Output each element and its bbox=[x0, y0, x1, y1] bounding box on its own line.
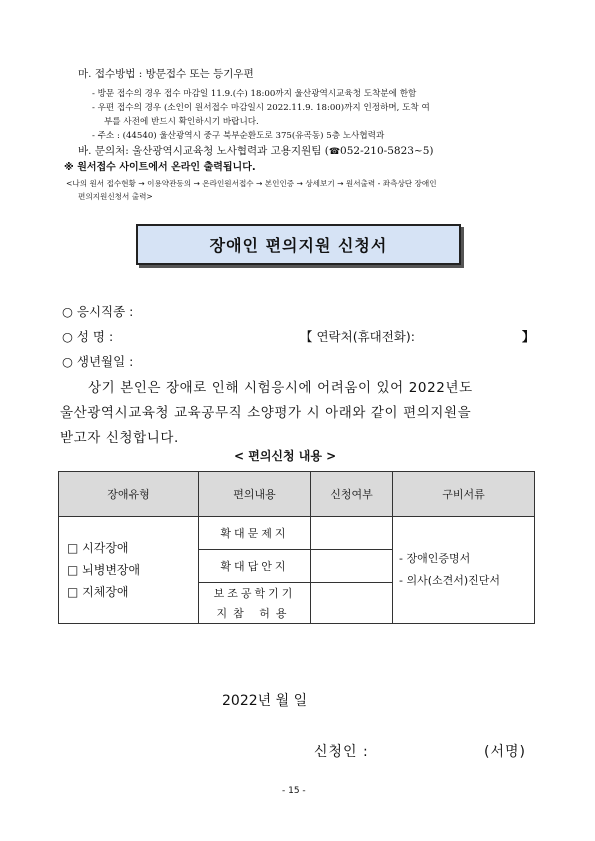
method-line: 마. 접수방법 : 방문접수 또는 등기우편 bbox=[78, 68, 254, 80]
request-table bbox=[58, 471, 535, 624]
page-number: - 15 - bbox=[282, 786, 306, 796]
statement-line2: 울산광역시교육청 교육공무직 소양평가 시 아래와 같이 편의지원을 bbox=[60, 405, 472, 421]
applicant-label: 신청인 : bbox=[314, 744, 369, 760]
signature-label: (서명) bbox=[484, 744, 526, 760]
disability-type-cell bbox=[59, 517, 199, 624]
address-bullet: - 주소 : (44540) 울산광역시 중구 북부순환도로 375(유곡동) 5층 노사협력과 bbox=[92, 131, 385, 141]
field-job-type: ○ 응시직종 : bbox=[62, 304, 134, 319]
apply-large-print-exam[interactable] bbox=[311, 517, 393, 550]
online-notice: ※ 원서접수 사이트에서 온라인 출력됩니다. bbox=[64, 162, 256, 173]
print-path-line1: <나의 원서 접수현황 → 이용약관동의 → 온라인원서접수 → 본인인증 → 상세보기 → 원서출력 - 좌측상단 장애인 bbox=[66, 179, 437, 188]
contact-line bbox=[78, 143, 434, 158]
type-physical[interactable]: □ 지체장애 bbox=[67, 585, 129, 599]
item-large-print-exam: 확대문제지 bbox=[199, 517, 311, 550]
date-line: 2022년 월 일 bbox=[222, 693, 308, 709]
contact-phone: 052-210-5823~5) bbox=[340, 145, 434, 157]
statement-line1: 상기 본인은 장애로 인해 시험응시에 어려움이 있어 2022년도 bbox=[88, 380, 473, 396]
header-documents: 구비서류 bbox=[393, 472, 535, 517]
contact-label: 바. 문의처: 울산광역시교육청 노사협력과 고용지원팀 ( bbox=[78, 145, 329, 157]
header-disability-type: 장애유형 bbox=[59, 472, 199, 517]
item-carry-allowed: 지참 허용 bbox=[199, 603, 311, 624]
doc-disability-certificate: - 장애인증명서 bbox=[399, 552, 471, 565]
table-header-row bbox=[59, 472, 535, 517]
doc-medical-diagnosis: - 의사(소견서)진단서 bbox=[399, 574, 501, 587]
field-contact: 【 연락처(휴대전화): bbox=[300, 329, 415, 344]
type-visual[interactable]: □ 시각장애 bbox=[67, 541, 129, 555]
statement-line3: 받고자 신청합니다. bbox=[60, 430, 179, 446]
field-name: ○ 성 명 : bbox=[62, 329, 114, 344]
table-row bbox=[59, 517, 535, 550]
field-birthdate: ○ 생년월일 : bbox=[62, 354, 134, 369]
phone-icon: ☎ bbox=[328, 147, 341, 157]
documents-cell bbox=[393, 517, 535, 624]
apply-large-print-answer[interactable] bbox=[311, 550, 393, 583]
header-applied: 신청여부 bbox=[311, 472, 393, 517]
method-bullet-visit: - 방문 접수의 경우 접수 마감일 11.9.(수) 18:00까지 울산광역시교육청 도착분에 한함 bbox=[92, 89, 417, 99]
print-path-line2: 편의지원신청서 출력> bbox=[78, 192, 153, 201]
method-bullet-mail-cont: 부를 사전에 반드시 확인하시기 바랍니다. bbox=[104, 117, 259, 127]
item-large-print-answer: 확대답안지 bbox=[199, 550, 311, 583]
form-title: 장애인 편의지원 신청서 bbox=[136, 224, 461, 265]
section-title: < 편의신청 내용 > bbox=[234, 449, 337, 463]
item-assistive-device: 보조공학기기 bbox=[199, 583, 311, 604]
header-accommodation: 편의내용 bbox=[199, 472, 311, 517]
apply-assistive-device[interactable] bbox=[311, 583, 393, 624]
method-bullet-mail: - 우편 접수의 경우 (소인이 원서접수 마감일시 2022.11.9. 18:00)까지 인정하며, 도착 여 bbox=[92, 103, 430, 113]
type-brain-lesion[interactable]: □ 뇌병변장애 bbox=[67, 563, 141, 577]
field-contact-close: 】 bbox=[522, 329, 535, 344]
